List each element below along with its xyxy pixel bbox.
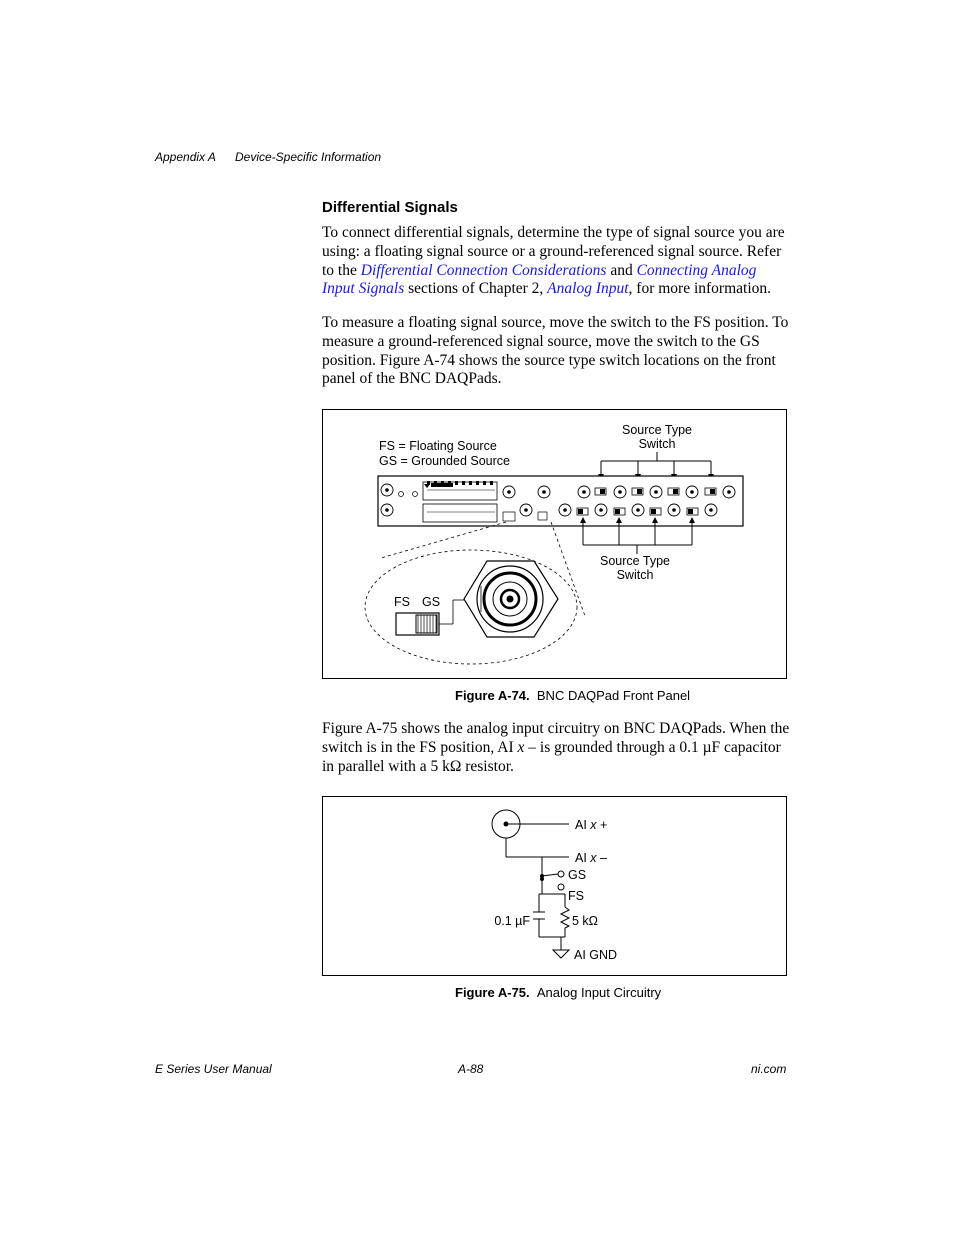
switch-label-gs: GS: [421, 595, 441, 609]
switch-label-fs: FS: [394, 595, 410, 609]
top-callout-lines: [601, 452, 711, 476]
label-source-type-top-2: Switch: [638, 437, 676, 451]
header-title: Device-Specific Information: [235, 150, 382, 164]
magnified-bnc-connector: [464, 561, 558, 637]
footer-website[interactable]: ni.com: [751, 1062, 787, 1076]
gs-contact: [558, 871, 564, 877]
header-appendix: Appendix A: [155, 150, 216, 164]
label-ai-minus: AI x –: [575, 851, 607, 865]
front-panel-diagram: [323, 410, 786, 678]
label-ai-plus: AI x +: [575, 818, 608, 832]
paragraph-circuitry: Figure A-75 shows the analog input circuitry on BNC DAQPads. When the switch is in the FS position, AI x – is grounded through a 0.1 µF capacitor in parallel with a 5 kΩ resistor.: [322, 720, 790, 775]
paragraph-intro: To connect differential signals, determine the type of signal source you are using: a floating signal source or a ground-referenced signal source. Refer to the Differential Connection Considerations and Connecting Analog Input Signals sections of Chapter 2, Analog Input, for more information.: [322, 224, 785, 298]
label-capacitor: 0.1 µF: [494, 914, 530, 928]
label-fs: FS: [568, 889, 584, 903]
section-heading: Differential Signals: [322, 199, 458, 216]
fs-contact: [558, 884, 564, 890]
legend-gs: GS = Grounded Source: [379, 454, 510, 468]
circuit-nodes: [504, 822, 545, 882]
daqpad-front-panel: [378, 476, 743, 526]
label-source-type-bottom-1: Source Type: [600, 554, 670, 568]
paragraph-switch-positions: To measure a floating signal source, move the switch to the FS position. To measure a ground-referenced signal source, move the switch to the GS position. Figure A-74 shows the source type switch locations on the front panel of the BNC DAQPads.: [322, 314, 789, 388]
link-analog-input[interactable]: Analog Input: [547, 280, 629, 298]
figure-a74-bnc-daqpad-front-panel: [322, 409, 787, 679]
figure-a74-caption: Figure A-74. BNC DAQPad Front Panel: [455, 688, 691, 703]
legend-fs: FS = Floating Source: [379, 439, 497, 453]
circuit-diagram: [323, 797, 786, 975]
label-resistor: 5 kΩ: [572, 914, 599, 928]
link-differential-connection-considerations[interactable]: Differential Connection Considerations: [360, 261, 607, 279]
label-ai-gnd: AI GND: [574, 948, 618, 962]
figure-a75-caption: Figure A-75. Analog Input Circuitry: [455, 985, 662, 1000]
footer-manual-title: E Series User Manual: [155, 1062, 272, 1076]
footer-page-number: A-88: [458, 1062, 484, 1076]
circuit-wires: [492, 810, 569, 958]
figure-a75-analog-input-circuitry: [322, 796, 787, 976]
label-gs: GS: [568, 868, 587, 882]
label-source-type-bottom-2: Switch: [616, 568, 654, 582]
link-connecting-analog-input-signals[interactable]: Connecting Analog Input Signals: [322, 261, 757, 298]
label-source-type-top-1: Source Type: [622, 423, 692, 437]
